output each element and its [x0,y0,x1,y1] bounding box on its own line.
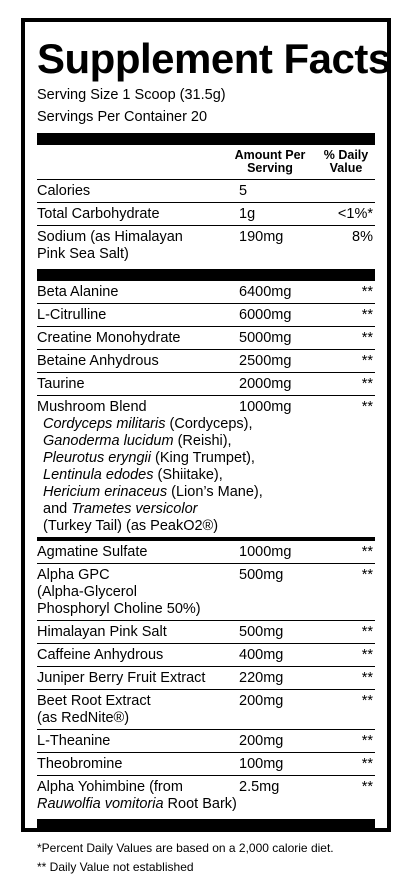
servings-per-container: Servings Per Container 20 [37,109,208,125]
ingredient-row-mushroom-blend: Mushroom Blend Cordyceps militaris (Cordyceps), Ganoderma lucidum (Reishi), Pleurotus eryngii (King Trumpet), Lentinula edodes (Shiitake), Hericium erinaceus (Lion’s Mane), and Trametes versicolor (Turkey Tail) (as PeakO2®) 1000mg ** [37,396,375,538]
amount-per-serving-header: Amount Per Serving [234,148,306,175]
thick-divider [37,269,375,281]
thick-divider [37,133,375,145]
ingredient-row-pink-salt: Himalayan Pink Salt 500mg ** [37,621,375,644]
footnote-not-established: ** Daily Value not established [37,860,194,874]
ingredient-row-theobromine: Theobromine 100mg ** [37,753,375,776]
ingredient-row-betaine: Betaine Anhydrous 2500mg ** [37,350,375,373]
mushroom-component: Ganoderma lucidum (Reishi), [43,433,232,449]
supplement-facts-panel [21,18,391,874]
nutrient-row-calories: Calories 5 [37,180,375,203]
panel-content [37,22,391,874]
nutrient-row-sodium: Sodium (as Himalayan Pink Sea Salt) 190mg 8% [37,229,373,262]
ingredient-row-creatine: Creatine Monohydrate 5000mg ** [37,327,375,350]
panel-title: Supplement Facts [37,35,391,82]
ingredient-row-yohimbine: Alpha Yohimbine (from Rauwolfia vomitoria Root Bark) 2.5mg ** [37,779,373,812]
ingredient-row-beet-root: Beet Root Extract (as RedNite®) 200mg ** [37,690,375,730]
footnote-daily-value: *Percent Daily Values are based on a 2,000 calorie diet. [37,841,334,855]
mushroom-component: Cordyceps militaris (Cordyceps), [43,416,253,432]
ingredient-row-caffeine: Caffeine Anhydrous 400mg ** [37,644,375,667]
thick-divider [37,819,375,831]
mushroom-component: Pleurotus eryngii (King Trumpet), [43,450,255,466]
serving-size: Serving Size 1 Scoop (31.5g) [37,87,226,103]
ingredient-row-l-citrulline: L-Citrulline 6000mg ** [37,304,375,327]
mushroom-component: and Trametes versicolor [43,501,198,517]
ingredient-row-l-theanine: L-Theanine 200mg ** [37,730,375,753]
nutrient-row-carbohydrate: Total Carbohydrate 1g <1%* [37,203,375,226]
mushroom-component: (Turkey Tail) (as PeakO2®) [43,518,219,534]
ingredient-row-beta-alanine: Beta Alanine 6400mg ** [37,281,375,304]
mushroom-component: Lentinula edodes (Shiitake), [43,467,223,483]
ingredient-row-agmatine: Agmatine Sulfate 1000mg ** [37,538,375,564]
ingredient-row-taurine: Taurine 2000mg ** [37,373,375,396]
daily-value-header: % Daily Value [323,148,369,175]
ingredient-row-alpha-gpc: Alpha GPC (Alpha-Glycerol Phosphoryl Choline 50%) 500mg ** [37,564,375,621]
column-header [37,145,375,180]
mushroom-component: Hericium erinaceus (Lion’s Mane), [43,484,263,500]
ingredient-row-juniper: Juniper Berry Fruit Extract 220mg ** [37,667,375,690]
